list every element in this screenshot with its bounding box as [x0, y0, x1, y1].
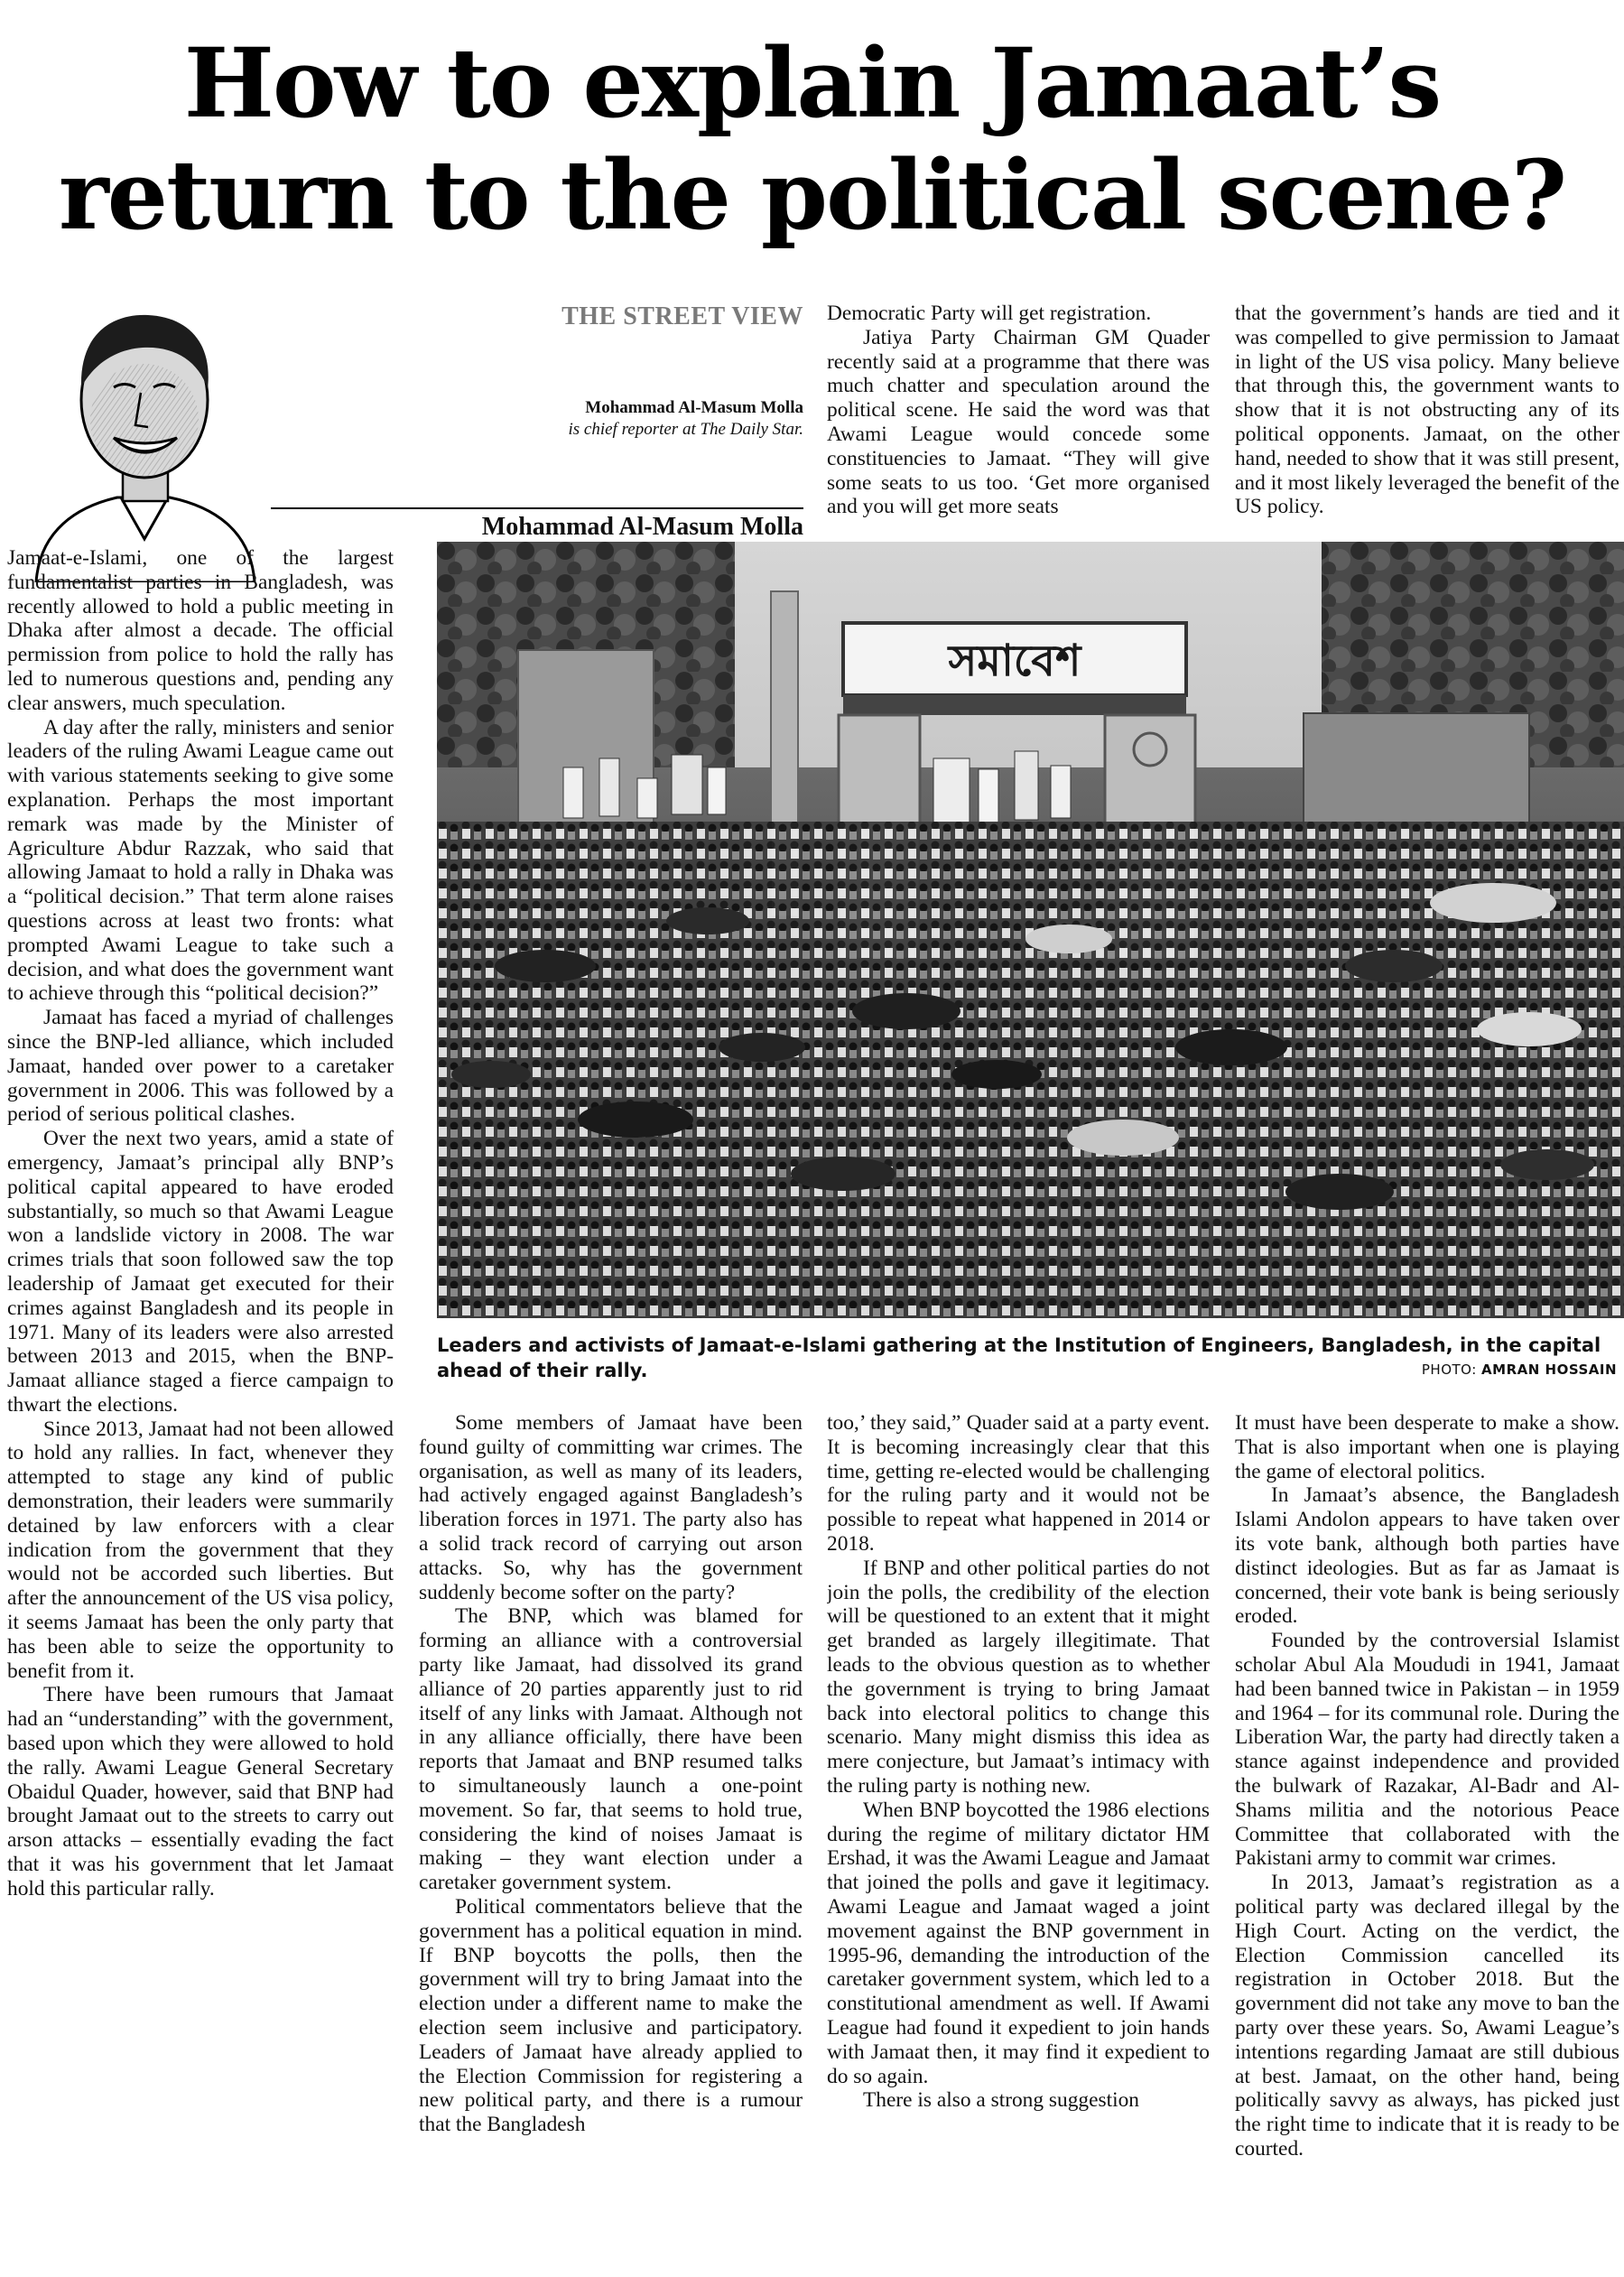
paragraph: There is also a strong suggestion [863, 2088, 1139, 2113]
paragraph: Democratic Party will get registration. [827, 302, 1152, 325]
column-bottom-3 [827, 1411, 1210, 2275]
photo-credit-name: AMRAN HOSSAIN [1481, 1362, 1617, 1378]
photo-credit-label: PHOTO: [1421, 1362, 1477, 1378]
author-bio-role: is chief reporter at The Daily Star. [568, 420, 803, 439]
paragraph: There have been rumours that Jamaat had an “understanding” with the government, based upon which they were allowed to hold the rally. Awami League General Secretary Obaidul Quader, however, said that BNP had brought Jamaat out to the streets to carry out arson attacks – essentially evading the fact that it was his government that let Jamaat hold this particular rally. [7, 1683, 394, 1901]
column-left [7, 546, 394, 2275]
headline-line-1: How to explain Jamaat’s [183, 26, 1441, 139]
author-portrait-illustration [27, 293, 262, 582]
paragraph: In Jamaat’s absence, the Bangladesh Islami Andolon appears to have taken over its vote bank, although both parties have distinct ideologies. But as far as Jamaat is concerned, their vote bank is being seriously eroded. [1235, 1483, 1619, 1629]
author-bio [469, 397, 803, 441]
rally-photo [437, 542, 1624, 1318]
author-bio-name: Mohammad Al-Masum Molla [585, 398, 803, 417]
headline [0, 27, 1624, 251]
rally-photo-image [437, 542, 1624, 1318]
column-bottom-4 [1235, 1411, 1619, 2275]
paragraph: Since 2013, Jamaat had not been allowed to hold any rallies. In fact, whenever they attempted to stage any kind of public demonstration, their leaders were summarily detained by law enforcers with a clear indication from the government that they would not be accorded such liberties. But after the announcement of the US visa policy, it seems Jamaat has been the only party that has been able to seize the opportunity to benefit from it. [7, 1417, 394, 1683]
paragraph: Jamaat has faced a myriad of challenges since the BNP-led alliance, which included Jamaat, handed over power to a caretaker government in 2006. This was followed by a period of serious political clashes. [7, 1006, 394, 1127]
column-bottom-2 [419, 1411, 803, 2275]
paragraph: Some members of Jamaat have been found guilty of committing war crimes. The organisation, as well as many of its leaders, had actively engaged against Bangladesh’s liberation forces in 1971. The party also has a solid track record of carrying out arson attacks. So, why has the government suddenly become softer on the party? [419, 1411, 803, 1604]
photo-sign-text: সমাবেশ [948, 636, 1081, 686]
column-kicker: THE STREET VIEW [561, 302, 803, 330]
paragraph: too,’ they said,” Quader said at a party event. It is becoming increasingly clear that this time, getting re-elected would be challenging for the ruling party and it would not be possible to repeat what happened in 2014 or 2018. [827, 1411, 1210, 1556]
column-top-right [1235, 302, 1619, 553]
paragraph: A day after the rally, ministers and senior leaders of the ruling Awami League came out with various statements seeking to give some explanation. Perhaps the most important remark was made by the Minister of Agriculture Abdur Razzak, who said that allowing Jamaat to hold a rally in Dhaka was a “political decision.” That term alone raises questions across at least two fronts: what prompted Awami League to take such a decision, and what does the government want to achieve through this “political decision?” [7, 715, 394, 1006]
paragraph: Political commentators believe that the government has a political equation in mind. If BNP boycotts the polls, then the government will try to bring Jamaat into the election under a different name to make the election seem inclusive and participatory. Leaders of Jamaat have already applied to the Election Commission for registering a new political party, and there is a rumour that the Bangladesh [419, 1894, 803, 2137]
byline: Mohammad Al-Masum Molla [481, 513, 803, 541]
column-top-middle [827, 302, 1210, 553]
paragraph: If BNP and other political parties do not join the polls, the credibility of the election will be questioned to an extent that it might get branded as largely illegitimate. That leads to the obvious question as to whether the government is trying to bring Jamaat back into electoral politics to change this scenario. Many might dismiss this idea as mere conjecture, but Jamaat’s intimacy with the ruling party is nothing new. [827, 1556, 1210, 1798]
paragraph: Founded by the controversial Islamist scholar Abul Ala Moududi in 1941, Jamaat had been banned twice in Pakistan – in 1959 and 1964 – for its communal role. During the Liberation War, the party had directly taken a stance against independence and provided the bulwark of Razakar, Al-Badr and Al-Shams militia and the notorious Peace Committee that collaborated with the Pakistani army to commit war crimes. [1235, 1629, 1619, 1871]
paragraph: It must have been desperate to make a show. That is also important when one is playing the game of electoral politics. [1235, 1411, 1619, 1483]
paragraph: In 2013, Jamaat’s registration as a political party was declared illegal by the High Court. Acting on the verdict, the Election Commission cancelled its registration in October 2018. But the government did not take any move to ban the party over these years. So, Awami League’s intentions regarding Jamaat are still dubious at best. Jamaat, on the other hand, being politically savvy as always, has picked just the right time to indicate that it is ready to be courted. [1235, 1871, 1619, 2161]
paragraph: Jamaat-e-Islami, one of the largest fundamentalist parties in Bangladesh, was recently allowed to hold a public meeting in Dhaka after almost a decade. The official permission from police to hold the rally has led to numerous questions and, pending any clear answers, much speculation. [7, 546, 394, 715]
photo-caption: Leaders and activists of Jamaat-e-Islami gathering at the Institution of Engineers, Bangladesh, in the capital ahead of their rally. [437, 1334, 1601, 1381]
paragraph: The BNP, which was blamed for forming an alliance with a controversial party like Jamaat, had dissolved its grand alliance of 20 parties apparently just to rid itself of any links with Jamaat. Although not in any alliance officially, there have been reports that Jamaat and BNP resumed talks to simultaneously launch a one-point movement. So far, that seems to hold true, considering the kind of noises Jamaat is making – they want election under a caretaker government system. [419, 1604, 803, 1895]
byline-rule [271, 507, 803, 509]
author-portrait [27, 293, 262, 582]
paragraph: Over the next two years, amid a state of emergency, Jamaat’s principal ally BNP’s political capital appeared to have eroded substantially, so much so that Awami League won a landslide victory in 2008. The war crimes trials that soon followed saw the top leadership of Jamaat get executed for their crimes against Bangladesh and its people in 1971. Many of its leaders were also arrested between 2013 and 2015, when the BNP-Jamaat alliance staged a fierce campaign to thwart the elections. [7, 1127, 394, 1417]
paragraph: that the government’s hands are tied and it was compelled to give permission to Jamaat in light of the US visa policy. Many believe that through this, the government wants to show that it is not obstructing any of its political opponents. Jamaat, on the other hand, needed to show that it was still present, and it most likely leveraged the benefit of the US policy. [1235, 302, 1619, 519]
paragraph: Jatiya Party Chairman GM Quader recently said at a programme that there was much chatter and speculation around the political scene. He said the word was that Awami League would concede some constituencies to Jamaat. “They will give some seats to us too. ‘Get more organised and you will get more seats [827, 325, 1210, 519]
headline-line-2: return to the political scene? [58, 138, 1566, 251]
paragraph: When BNP boycotted the 1986 elections during the regime of military dictator HM Ershad, it was the Awami League and Jamaat that joined the polls and gave it legitimacy. Awami League and Jamaat waged a joint movement against the BNP government in 1995-96, demanding the introduction of the caretaker government system, which led to a constitutional amendment as well. If Awami League had found it expedient to join hands with Jamaat then, it may find it expedient to do so again. [827, 1798, 1210, 2088]
photo-credit [1422, 1362, 1617, 1378]
